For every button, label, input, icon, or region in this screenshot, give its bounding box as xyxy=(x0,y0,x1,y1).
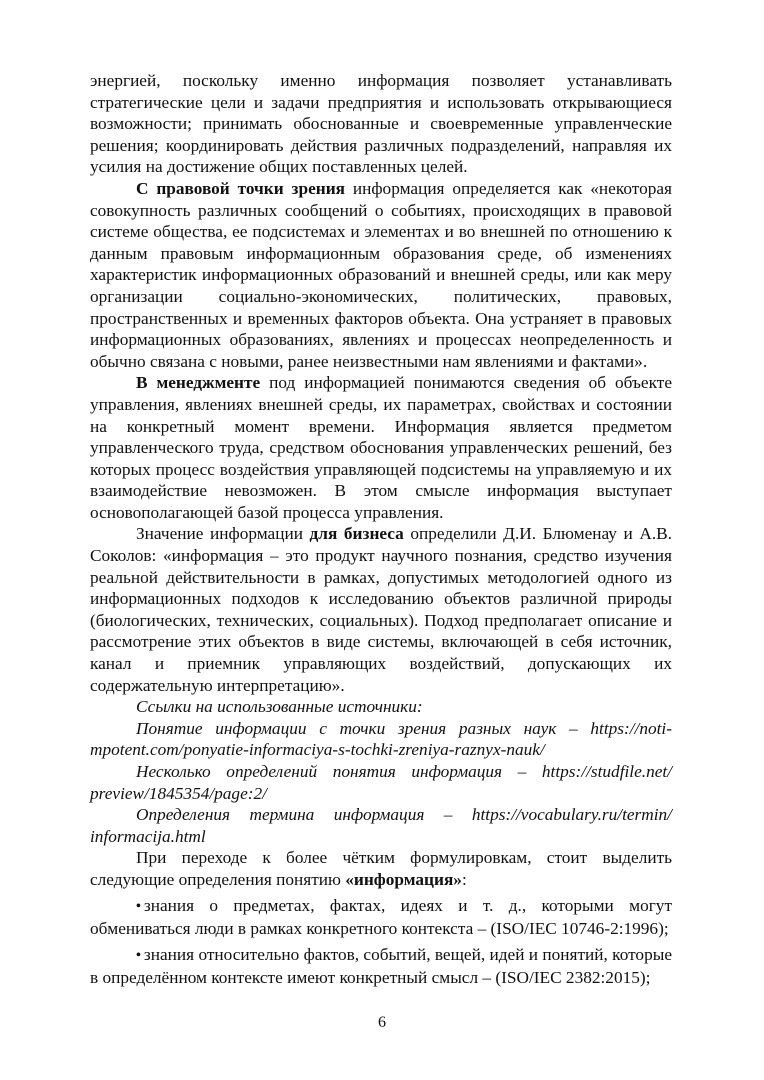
bullet-icon: • xyxy=(136,898,141,914)
business-heading: для бизнеса xyxy=(309,524,404,544)
definitions-term: «информация» xyxy=(345,869,462,889)
bullet-icon: • xyxy=(136,947,141,963)
reference-item-3: Определения термина информация – https://vocabulary.ru/termin/ informacija.html xyxy=(90,805,672,846)
business-pre: Значение информации xyxy=(136,524,310,544)
paragraph-legal xyxy=(90,178,672,372)
bullet-text-2: знания относительно фактов, событий, вещей, идей и понятий, которые в определённом контексте имеют конкретный смысл – (ISO/IEC 2382:2015); xyxy=(90,944,672,988)
document-page xyxy=(90,70,672,993)
reference-item-2: Несколько определений понятия информация – https://studfile.net/ preview/1845354/page:2/ xyxy=(90,762,672,803)
business-text: определили Д.И. Блюменау и А.В. Соколов: «информация – это продукт научного познания, средство изучения реальной действительности в рамках, допустимых методологией одного из информационных подходов к исследованию объектов различной природы (биологических, технических, социальных). Подход предполагает описание и рассмотрение этих объектов в виде системы, включающей в себя источник, канал и приемник управляющих воздействий, допускающих их содержательную интерпретацию». xyxy=(90,524,673,695)
bullet-item-1 xyxy=(90,895,672,940)
paragraph-intro: энергией, поскольку именно информация позволяет устанавливать стратегические цели и задачи предприятия и использовать открывающиеся возможности; принимать обоснованные и своевременные управленческие решения; координировать действия различных подразделений, направляя их усилия на достижение общих поставленных целей. xyxy=(90,71,672,177)
reference-item-1: Понятие информации с точки зрения разных наук – https://notimpotent.com/ponyatie-informaciya-s-tochki-zreniya-raznyx-nauk/ xyxy=(90,718,672,760)
management-text: под информацией понимаются сведения об объекте управления, явлениях внешней среды, их параметрах, свойствах и состоянии на конкретный момент времени. Информация является предметом управленческого труда, средством обоснования управленческих решений, без которых процесс воздействия управляющей подсистемы на управляемую и их взаимодействие невозможен. В этом смысле информация выступает основополагающей базой процесса управления. xyxy=(90,373,672,522)
paragraph-definitions-intro xyxy=(90,847,672,890)
definitions-colon: : xyxy=(461,869,467,889)
management-heading: В менеджменте xyxy=(136,373,261,393)
paragraph-business xyxy=(90,523,672,696)
legal-text: информация определяется как «некоторая совокупность различных сообщений о событиях, происходящих в правовой системе общества, ее подсистемах и элементах и во внешней по отношению к данным правовым информационным образования среде, об изменениях характеристик информационных образований и внешней среды, или как меру организации социально-экономических, политических, правовых, пространственных и временных факторов объекта. Она устраняет в правовых информационных образованиях, явлениях и процессах неопределенность и обычно связана с новыми, ранее неизвестными нам явлениями и фактами». xyxy=(90,178,672,371)
references-heading: Ссылки на использованные источники: xyxy=(136,697,423,717)
paragraph-management xyxy=(90,372,672,523)
bullet-text-1: знания о предметах, фактах, идеях и т. д., которыми могут обмениваться люди в рамках конкретного контекста – (ISO/IEC 10746-2:1996); xyxy=(90,895,672,939)
definitions-pre: При переходе к более чётким формулировкам, стоит выделить следующие определения понятию xyxy=(90,848,672,889)
legal-heading: С правовой точки зрения xyxy=(136,178,346,198)
page-number: 6 xyxy=(378,1014,386,1031)
bullet-item-2 xyxy=(90,944,672,989)
